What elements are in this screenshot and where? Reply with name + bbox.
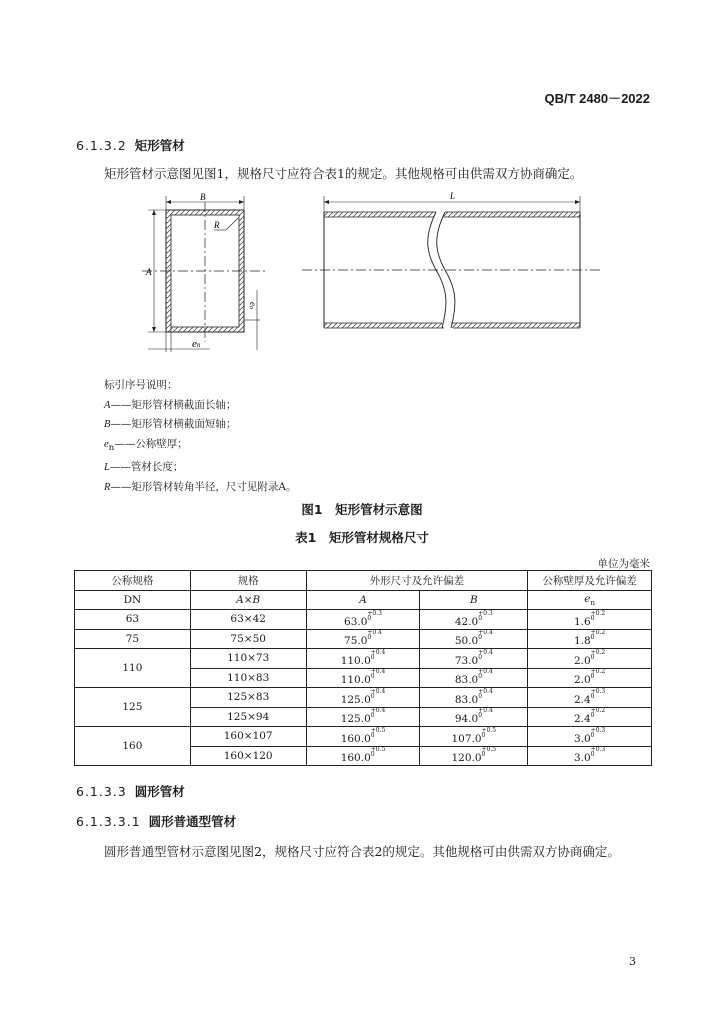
header-wall: 公称壁厚及允许偏差 (528, 571, 652, 591)
table-header-row (75, 590, 652, 610)
section-heading-6-1-3-2 (76, 136, 185, 154)
cell-B: $120.0^{+0.5 0}$ (420, 746, 528, 766)
unit-note: 单位为毫米 (597, 558, 650, 570)
figure-rectangular-pipe (130, 190, 610, 355)
header-spec: 规格 (190, 571, 306, 591)
legend-item: R——矩形管材转角半径，尺寸见附录A。 (104, 480, 297, 493)
cell-B: $107.0^{+0.5 0}$ (420, 727, 528, 747)
table-body (75, 610, 652, 766)
table-row (75, 649, 652, 669)
table-row (75, 610, 652, 630)
standard-number: QB/T 2480－2022 (544, 91, 650, 106)
figure-caption: 图1 矩形管材示意图 (301, 502, 423, 517)
cell-spec: 110×73 (190, 649, 306, 669)
header-wall-sub: $e_n$ (528, 590, 652, 610)
header-col-B: B (420, 590, 528, 610)
section-heading-6-1-3-3 (76, 782, 185, 800)
cell-wall: $2.4^{+0.2 0}$ (528, 707, 652, 727)
cell-B: $73.0^{+0.4 0}$ (420, 649, 528, 669)
cell-spec: 160×107 (190, 727, 306, 747)
paragraph-rect-intro: 矩形管材示意图见图1，规格尺寸应符合表1的规定。其他规格可由供需双方协商确定。 (104, 166, 583, 181)
cell-dn: 160 (75, 727, 191, 766)
legend-item: A——矩形管材横截面长轴； (104, 398, 237, 411)
spec-table (74, 570, 652, 766)
cell-dn: 75 (75, 629, 191, 649)
table-row (75, 688, 652, 708)
section-title: 圆形管材 (134, 784, 185, 799)
header-dn: 公称规格 (75, 571, 191, 591)
dim-label-en: en (192, 338, 201, 350)
cell-B: $83.0^{+0.4 0}$ (420, 688, 528, 708)
header-spec-sub: A×B (190, 590, 306, 610)
cell-A: $125.0^{+0.4 0}$ (306, 707, 420, 727)
section-title: 矩形管材 (134, 138, 185, 153)
cell-B: $50.0^{+0.4 0}$ (420, 629, 528, 649)
cell-spec: 160×120 (190, 746, 306, 766)
cell-dn: 63 (75, 610, 191, 630)
cell-A: $110.0^{+0.4 0}$ (306, 649, 420, 669)
page-number: 3 (629, 955, 636, 968)
cell-B: $83.0^{+0.4 0}$ (420, 668, 528, 688)
table-header-row (75, 571, 652, 591)
cell-A: $160.0^{+0.5 0}$ (306, 746, 420, 766)
section-heading-6-1-3-3-1 (76, 812, 236, 830)
table-caption: 表1 矩形管材规格尺寸 (295, 530, 429, 545)
cell-spec: 125×83 (190, 688, 306, 708)
legend-item: $e_n——$公称壁厚； (104, 437, 188, 453)
cell-spec: 110×83 (190, 668, 306, 688)
section-number: 6.1.3.3 (76, 784, 127, 799)
cell-dn: 125 (75, 688, 191, 727)
header-col-A: A (306, 590, 420, 610)
dim-label-R: R (214, 220, 220, 230)
cell-A: $63.0^{+0.3 0}$ (306, 610, 420, 630)
dim-label-L: L (450, 191, 456, 201)
cell-A: $125.0^{+0.4 0}$ (306, 688, 420, 708)
cell-wall: $2.4^{+0.3 0}$ (528, 688, 652, 708)
header-dn-sub: DN (75, 590, 191, 610)
legend-item: B——矩形管材横截面短轴； (104, 418, 237, 430)
header-outer: 外形尺寸及允许偏差 (306, 571, 528, 591)
longitudinal-view-drawing (302, 191, 600, 328)
section-number: 6.1.3.3.1 (76, 814, 141, 829)
cell-A: $160.0^{+0.5 0}$ (306, 727, 420, 747)
cell-spec: 125×94 (190, 707, 306, 727)
section-number: 6.1.3.2 (76, 138, 127, 153)
cell-wall: $3.0^{+0.3 0}$ (528, 746, 652, 766)
paragraph-round-intro: 圆形普通型管材示意图见图2，规格尺寸应符合表2的规定。其他规格可由供需双方协商确定。 (104, 844, 620, 859)
section-title: 圆形普通型管材 (148, 814, 237, 829)
cell-wall: $2.0^{+0.2 0}$ (528, 649, 652, 669)
table-row (75, 727, 652, 747)
dim-label-B: B (200, 192, 206, 202)
dim-label-en-vertical: en (248, 302, 258, 309)
cell-wall: $1.6^{+0.2 0}$ (528, 610, 652, 630)
cell-A: $110.0^{+0.4 0}$ (306, 668, 420, 688)
cell-wall: $3.0^{+0.3 0}$ (528, 727, 652, 747)
table-row (75, 629, 652, 649)
cell-wall: $1.8^{+0.2 0}$ (528, 629, 652, 649)
legend-title: 标引序号说明： (104, 379, 178, 391)
legend-item: L——管材长度； (104, 461, 184, 474)
cell-dn: 110 (75, 649, 191, 688)
figure-legend (104, 376, 297, 497)
cross-section-drawing (142, 192, 265, 352)
cell-wall: $2.0^{+0.2 0}$ (528, 668, 652, 688)
dim-label-A: A (146, 267, 152, 277)
cell-B: $42.0^{+0.3 0}$ (420, 610, 528, 630)
cell-A: $75.0^{+0.4 0}$ (306, 629, 420, 649)
cell-spec: 63×42 (190, 610, 306, 630)
cell-spec: 75×50 (190, 629, 306, 649)
cell-B: $94.0^{+0.4 0}$ (420, 707, 528, 727)
